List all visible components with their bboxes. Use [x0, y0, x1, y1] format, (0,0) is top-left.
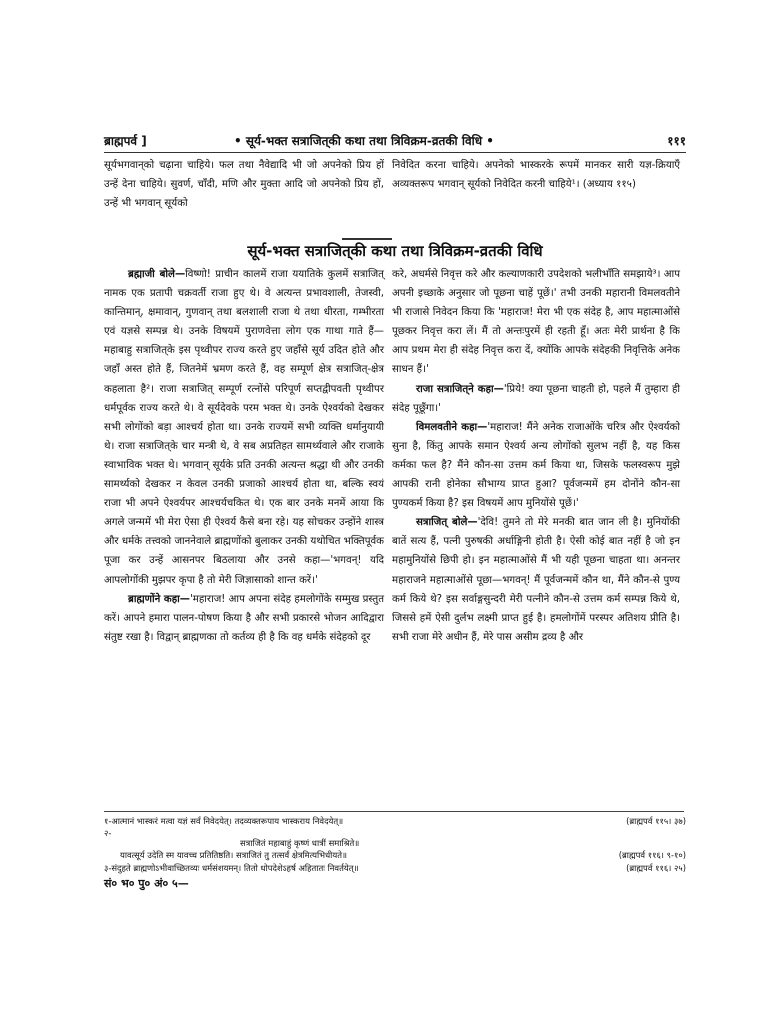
- footnote: [104, 862, 686, 874]
- top-right-paragraph: [392, 156, 680, 194]
- paragraph-text: विष्णो! प्राचीन कालमें राजा ययातिके कुलमें सत्राजित् नामक एक प्रतापी चक्रवर्ती राजा हुए थे। वे अत्यन्त प्रभावशाली, तेजस्वी, कान्तिमान्, क्षमावान्, गुणवान् तथा बलशाली राजा थे तथा धीरता, गम्भीरता एवं यज्ञसे सम्पन्न थे। उनके विषयमें पुराणवेत्ता लोग एक गाथा गाते हैं— महाबाहु सत्राजित्‌के इस पृथ्वीपर राज्य करते हुए जहाँसे सूर्य उदित होते और जहाँ अस्त होते हैं, जितनेमें भ्रमण करते हैं, वह सम्पूर्ण क्षेत्र सत्राजित्-क्षेत्र कहलाता है²। राजा सत्राजित् सम्पूर्ण रत्नोंसे परिपूर्ण सप्तद्वीपवती पृथ्वीपर धर्मपूर्वक राज्य करते थे। वे सूर्यदेवके परम भक्त थे। उनके ऐश्वर्यको देखकर सभी लोगोंको बड़ा आश्चर्य होता था। उनके राज्यमें सभी व्यक्ति धर्मानुयायी थे। राजा सत्राजित्‌के चार मन्त्री थे, वे सब अप्रतिहत सामर्थ्यवाले और राजाके स्वाभाविक भक्त थे। भगवान् सूर्यके प्रति उनकी अत्यन्त श्रद्धा थी और उनकी सामर्थ्यको देखकर न केवल उनकी प्रजाको आश्चर्य होता था, बल्कि स्वयं राजा भी अपने ऐश्वर्यपर आश्चर्यचकित थे। एक बार उनके मनमें आया कि अगले जन्ममें भी मेरा ऐसा ही ऐश्वर्य कैसे बना रहे। यह सोचकर उन्होंने शास्त्र और धर्मके तत्त्वको जाननेवाले ब्राह्मणोंको बुलाकर उनकी यथोचित भक्तिपूर्वक पूजा कर उन्हें आसनपर बिठलाया और उनसे कहा—'भगवन्! यदि आपलोगोंकी मुझपर कृपा है तो मेरी जिज्ञासाको शान्त करें।': [104, 269, 384, 586]
- paragraph-text: 'महाराज! आप अपना संदेह हमलोगोंके सम्मुख प्रस्तुत करें। आपने हमारा पालन-पोषण किया है और सभी प्रकारसे भोजन आदिद्वारा संतुष्ट रखा है। विद्वान् ब्राह्मणका तो कर्तव्य ही है कि वह धर्मके संदेहको दूर: [104, 593, 384, 643]
- section-title: सूर्य-भक्त सत्राजित्‌की कथा तथा त्रिविक्रम-व्रतकी विधि: [247, 242, 543, 260]
- printer-signature: सं० भ० पु० अं० ५—: [104, 877, 189, 890]
- footnote-reference: (ब्राह्मपर्व ११६। ९-१०): [618, 850, 686, 860]
- footnote-text: १-आत्मानं भास्करं मत्वा यज्ञं सर्वं निवेदयेत्। तदव्यक्तरूपाय भास्कराय निवेदयेत्॥: [104, 816, 344, 826]
- paragraph: [392, 380, 680, 418]
- speaker-label: राजा सत्राजित्‌ने कहा—: [416, 383, 504, 395]
- footnote: [120, 849, 686, 861]
- paragraph-text: 'प्रिये! क्या पूछना चाहती हो, पहले मैं तुम्हारा ही संदेह पूछूँगा।': [392, 383, 680, 414]
- paragraph: करे, अधर्मसे निवृत्त करे और कल्याणकारी उपदेशको भलीभाँति समझाये³। आप अपनी इच्छाके अनुसार जो पूछना चाहें पूछें।' तभी उनकी महारानी विमलवतीने भी राजासे निवेदन किया कि 'महाराज! मेरा भी एक संदेह है, आप महात्माओंसे पूछकर निवृत्त करा लें। मैं तो अन्तःपुरमें ही रहती हूँ। अतः मेरी प्रार्थना है कि आप प्रथम मेरा ही संदेह निवृत्त करा दें, क्योंकि आपके संदेहकी निवृत्तिके अनेक साधन हैं।': [392, 269, 680, 376]
- page-number: १११: [667, 134, 686, 148]
- footnote-text: ३-संदुहते ब्राह्मणोऽभीवाच्छितव्यः धर्मसंशयमन्। तितो धोपदेशेऽहर्ष अहितातः निवर्तयेत्॥: [104, 863, 359, 873]
- paragraph: सूर्यभगवान्‌को चढ़ाना चाहिये। फल तथा नैवेद्यादि भी जो अपनेको प्रिय हों उन्हें देना चाहिये। सुवर्ण, चाँदी, मणि और मुक्ता आदि जो अपनेको प्रिय हों, उन्हें भी भगवान् सूर्यको: [104, 160, 384, 210]
- header-section-name: ब्राह्मपर्व ]: [104, 134, 147, 148]
- paragraph: [392, 513, 680, 647]
- footnote-reference: (ब्राह्मपर्व ११५। ३७): [626, 816, 686, 826]
- paragraph-text: 'देवि! तुमने तो मेरे मनकी बात जान ली है। मुनियोंकी बातें सत्य हैं, पत्नी पुरुषकी अर्धाङ्गिनी होती है। ऐसी कोई बात नहीं है जो इन महामुनियोंसे छिपी हो। इन महात्माओंसे मैं भी यही पूछना चाहता था। अनन्तर महाराजने महात्माओंसे पूछा—भगवन्! मैं पूर्वजन्ममें कौन था, मैंने कौन-से पुण्य कर्म किये थे? इस सर्वाङ्गसुन्दरी मेरी पत्नीने कौन-से उत्तम कर्म सम्पन्न किये थे, जिससे हमें ऐसी दुर्लभ लक्ष्मी प्राप्त हुई है। हमलोगोंमें परस्पर अतिशय प्रीति है। सभी राजा मेरे अधीन हैं, मेरे पास असीम द्रव्य है और: [392, 517, 680, 643]
- paragraph: निवेदित करना चाहिये। अपनेको भास्करके रूपमें मानकर सारी यज्ञ-क्रियाएँ अव्यक्तरूप भगवान् सूर्यको निवेदित करनी चाहिये¹। (अध्याय ११५): [392, 160, 680, 191]
- footnote-text: सत्राजितं महाबाहुं कृष्णं धात्रीं समाश्रिते॥: [240, 838, 360, 848]
- paragraph-text: 'महाराज! मैंने अनेक राजाओंके चरित्र और ऐश्वर्यको सुना है, किंतु आपके समान ऐश्वर्य अन्य लोगोंको सुलभ नहीं है, यह किस कर्मका फल है? मैंने कौन-सा उत्तम कर्म किया था, जिसके फलस्वरूप मुझे आपकी रानी होनेका सौभाग्य प्राप्त हुआ? पूर्वजन्ममें हम दोनोंने कौन-सा पुण्यकर्म किया है? इस विषयमें आप मुनियोंसे पूछें।': [392, 421, 680, 510]
- top-left-paragraph: [104, 156, 384, 213]
- speaker-label: ब्रह्माजी बोले—: [128, 269, 186, 280]
- footnote-text: २-: [104, 828, 112, 838]
- footnote-text: यावत्सूर्य उदेति स्म यावच्च प्रतितिष्ठति। सत्राजितं तु तत्सर्वं क्षेत्रमित्यभिधीयते॥: [120, 850, 347, 860]
- left-column: [104, 265, 384, 647]
- footnote: [240, 837, 680, 849]
- paragraph: [104, 265, 384, 590]
- footnote-divider: [104, 811, 684, 812]
- paragraph: [392, 418, 680, 513]
- footnote: [104, 815, 686, 827]
- paragraph: [104, 590, 384, 647]
- header-divider: [104, 152, 686, 153]
- footnote-reference: (ब्राह्मपर्व ११६। २५): [626, 863, 686, 873]
- running-header: [104, 130, 686, 152]
- speaker-label: ब्राह्मणोंने कहा—: [128, 593, 190, 605]
- right-column: [392, 265, 680, 647]
- header-chapter-title: • सूर्य-भक्त सत्राजित्‌की कथा तथा त्रिविक्रम-व्रतकी विधि •: [234, 134, 494, 148]
- speaker-label: सत्राजित् बोले—: [416, 517, 478, 529]
- speaker-label: विमलवतीने कहा—: [416, 421, 488, 433]
